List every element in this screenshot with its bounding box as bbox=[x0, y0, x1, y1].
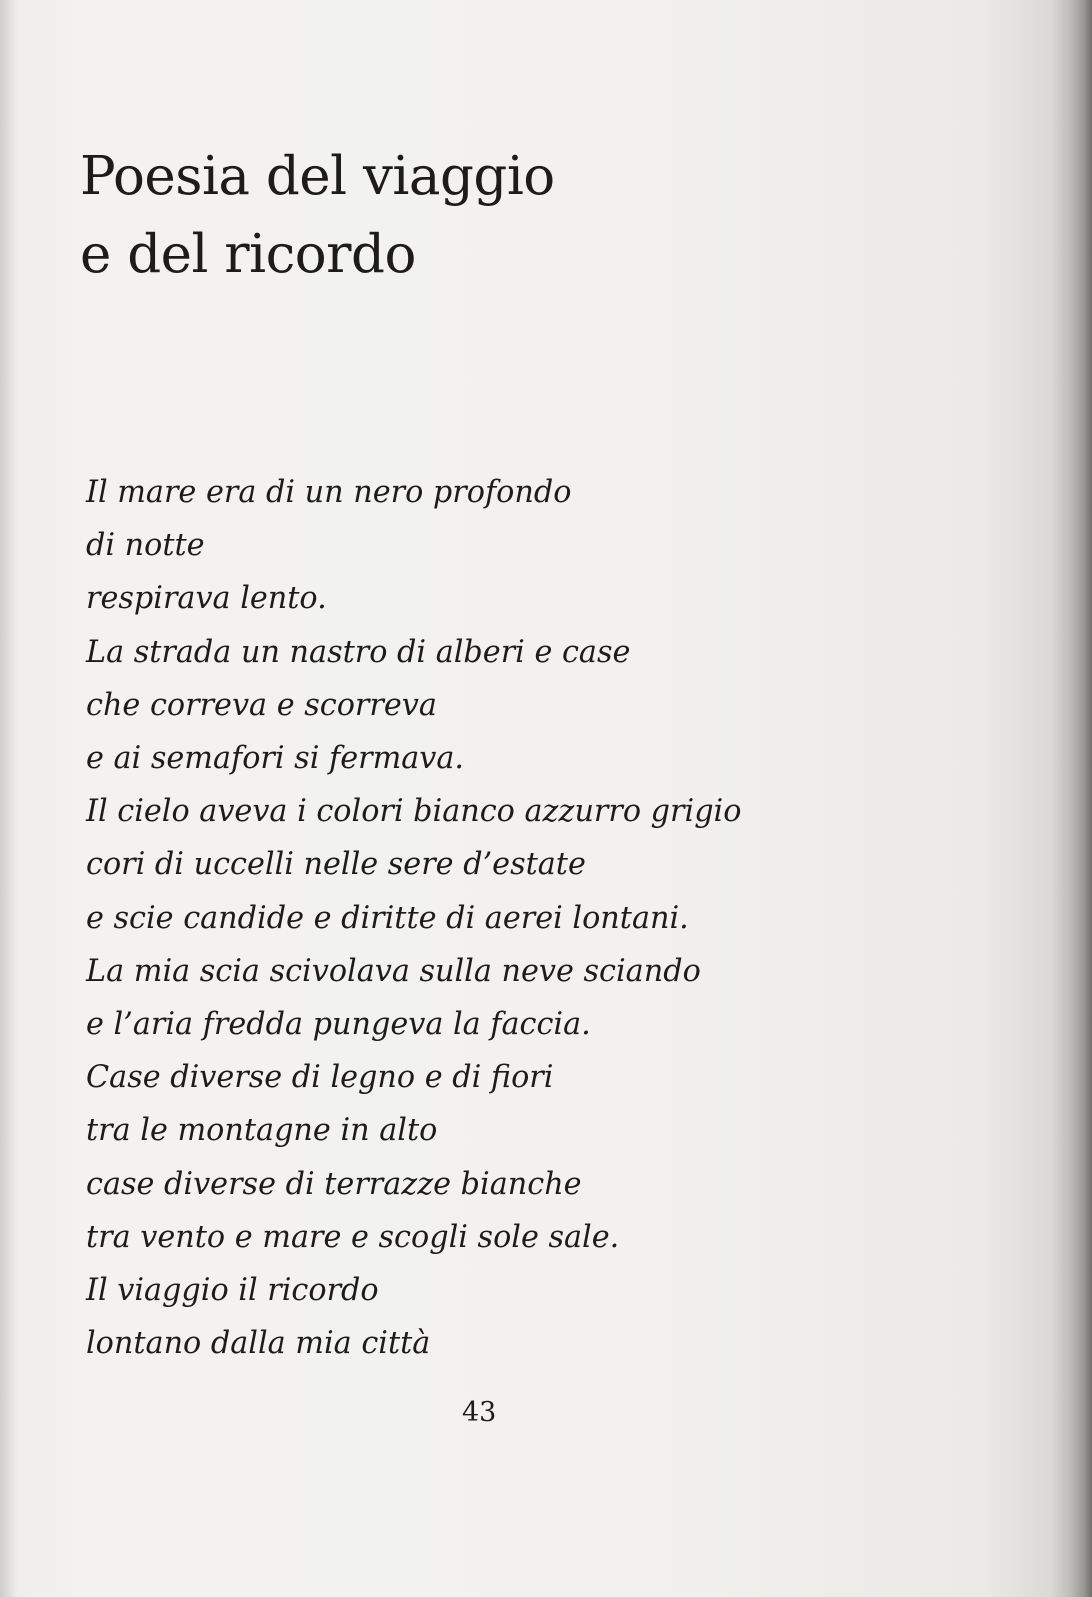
poem-line: cori di uccelli nelle sere d’estate bbox=[86, 846, 586, 883]
poem-line: La mia scia scivolava sulla neve sciando bbox=[86, 952, 701, 989]
poem-line: e ai semafori si fermava. bbox=[86, 740, 465, 777]
page-number: 43 bbox=[462, 1397, 497, 1428]
poem-line: lontano dalla mia città bbox=[86, 1325, 431, 1362]
poem-line: e scie candide e diritte di aerei lontani. bbox=[86, 899, 689, 936]
poem-line: Il viaggio il ricordo bbox=[86, 1272, 379, 1309]
poem-line: Case diverse di legno e di fiori bbox=[86, 1059, 554, 1096]
poem-title bbox=[80, 138, 555, 294]
poem-title-line-1: Poesia del viaggio bbox=[80, 146, 555, 207]
poem-line: La strada un nastro di alberi e case bbox=[86, 633, 631, 670]
poem-body bbox=[86, 466, 906, 1370]
poem-line: di notte bbox=[86, 527, 205, 564]
poem-line: e l’aria fredda pungeva la faccia. bbox=[86, 1006, 591, 1043]
page-gutter-shadow bbox=[0, 0, 18, 1597]
poem-title-line-2: e del ricordo bbox=[80, 224, 416, 285]
poem-line: tra le montagne in alto bbox=[86, 1112, 438, 1149]
poem-line: che correva e scorreva bbox=[86, 686, 437, 723]
poem-line: Il mare era di un nero profondo bbox=[86, 474, 572, 510]
poem-line: respirava lento. bbox=[86, 580, 327, 617]
page-edge-shadow bbox=[1052, 0, 1092, 1597]
poem-line: case diverse di terrazze bianche bbox=[86, 1165, 582, 1202]
poem-line: tra vento e mare e scogli sole sale. bbox=[86, 1218, 620, 1255]
poem-line: Il cielo aveva i colori bianco azzurro grigio bbox=[86, 793, 742, 830]
